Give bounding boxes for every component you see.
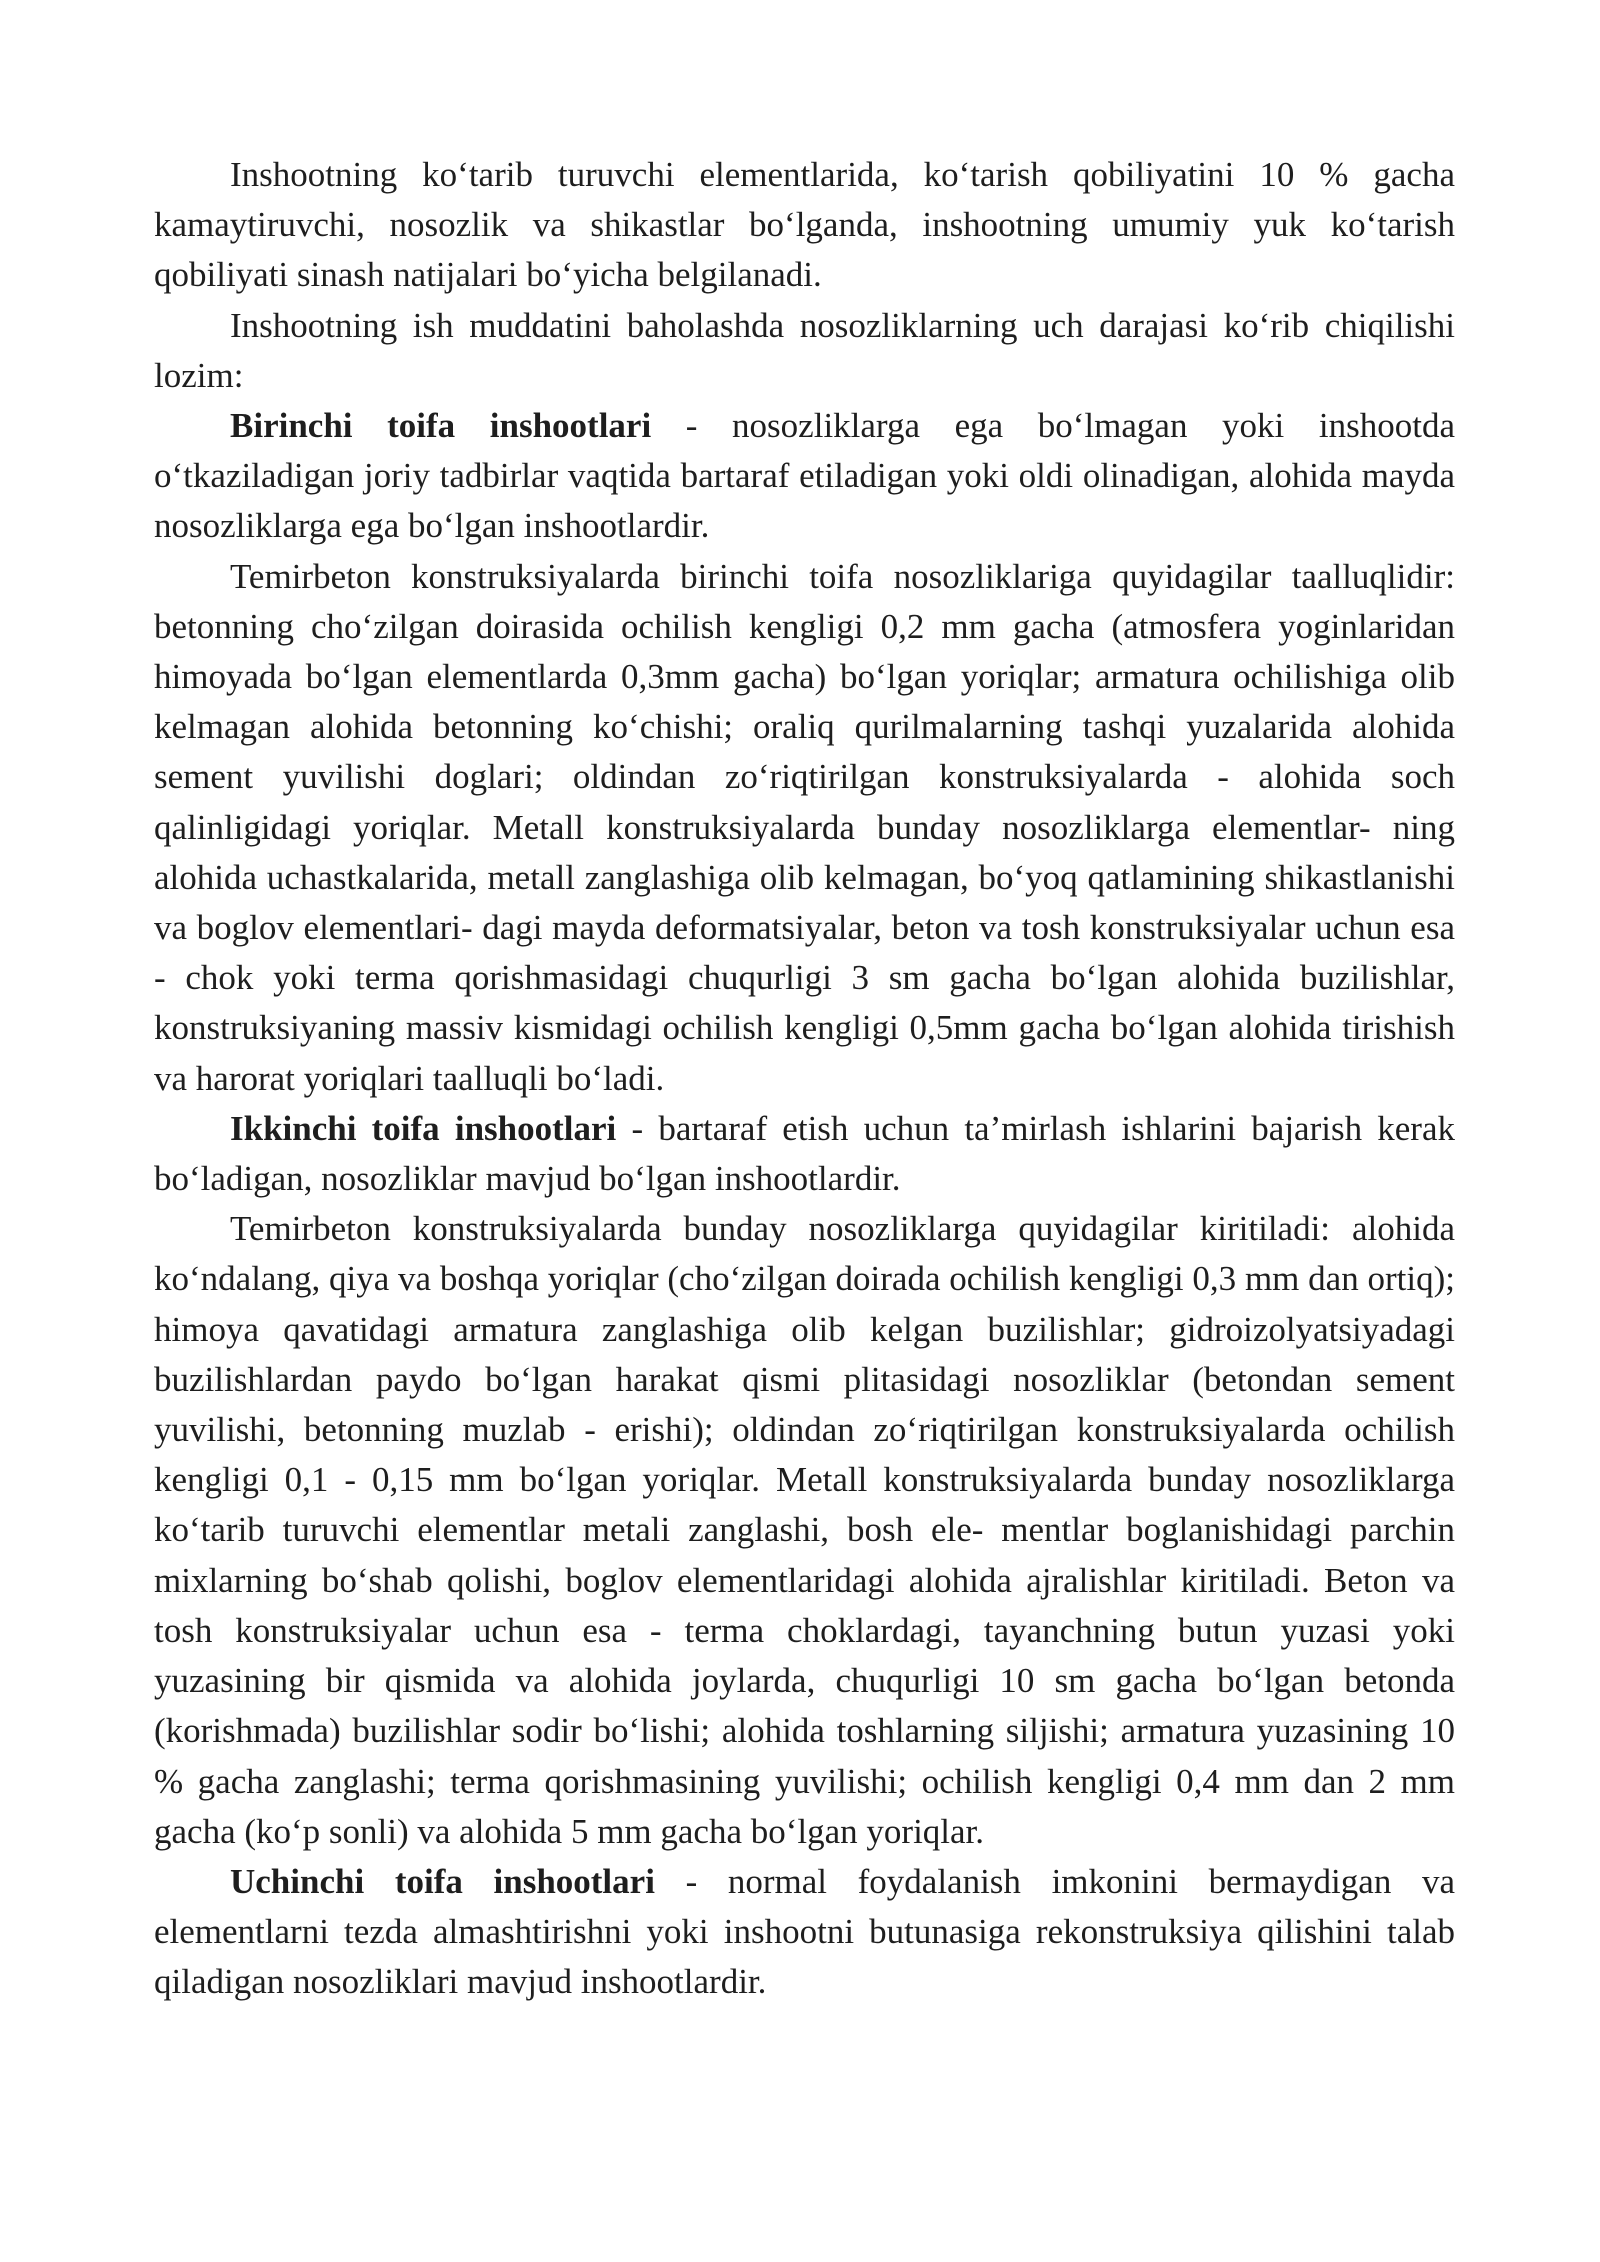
second-category-term: Ikkinchi toifa inshootlari: [230, 1108, 617, 1148]
paragraph-damage-levels: [154, 301, 1455, 401]
third-category-term: Uchinchi toifa inshootlari: [230, 1861, 655, 1901]
paragraph-text: Inshootning ish muddatini baholashda nosozliklarning uch darajasi ko‘rib chiqilishi lozim:: [154, 305, 1455, 395]
paragraph-text: - nosozliklarga ega bo‘lmagan yoki inshootda o‘tkaziladigan joriy tadbirlar vaqtida bartaraf etiladigan yoki oldi olinadigan, alohida mayda nosozliklarga ega bo‘lgan inshootlardir.: [154, 406, 1455, 546]
paragraph-second-category: [154, 1104, 1455, 1204]
document-page: [154, 150, 1455, 2008]
paragraph-first-category-details: [154, 552, 1455, 1104]
paragraph-text: - normal foydalanish imkonini bermaydigan va elementlarni tezda almashtirishni yoki inshootni butunasiga rekonstruksiya qilishini talab qiladigan nosozliklari mavjud inshootlardir.: [154, 1861, 1455, 2002]
paragraph-third-category: [154, 1857, 1455, 2008]
paragraph-load-capacity: [154, 150, 1455, 301]
paragraph-first-category: [154, 401, 1455, 552]
paragraph-second-category-details: [154, 1204, 1455, 1857]
paragraph-text: - bartaraf etish uchun ta’mirlash ishlarini bajarish kerak bo‘ladigan, nosozliklar mavjud bo‘lgan inshootlardir.: [154, 1108, 1455, 1199]
paragraph-text: Temirbeton konstruksiyalarda birinchi toifa nosozliklariga quyidagilar taalluqlidir: betonning cho‘zilgan doirasida ochilish kengligi 0,2 mm gacha (atmosfera yoginlaridan himoyada bo‘lgan elementlarda 0,3mm gacha) bo‘lgan yoriqlar; armatura ochilishiga olib kelmagan alohida betonning ko‘chishi; oraliq qurilmalarning tashqi yuzalarida alohida sement yuvilishi doglari; oldindan zo‘riqtirilgan konstruksiyalarda - alohida soch qalinligidagi yoriqlar. Metall konstruksiyalarda bunday nosozliklarga elementlar- ning alohida uchastkalarida, metall zanglashiga olib kelmagan, bo‘yoq qatlamining shikastlanishi va boglov elementlari- dagi mayda deformatsiyalar, beton va tosh konstruksiyalar uchun esa - chok yoki terma qorishmasidagi chuqurligi 3 sm gacha bo‘lgan alohida buzilishlar, konstruksiyaning massiv kismidagi ochilish kengligi 0,5mm gacha bo‘lgan alohida tirishish va harorat yoriqlari taalluqli bo‘ladi.: [154, 556, 1455, 1098]
first-category-term: Birinchi toifa inshootlari: [230, 406, 652, 446]
paragraph-text: Temirbeton konstruksiyalarda bunday nosozliklarga quyidagilar kiritiladi: alohida ko‘ndalang, qiya va boshqa yoriqlar (cho‘zilgan doirada ochilish kengligi 0,3 mm dan ortiq); himoya qavatidagi armatura zanglashiga olib kelgan buzilishlar; gidroizolyatsiyadagi buzilishlardan paydo bo‘lgan harakat qismi plitasidagi nosozliklar (betondan sement yuvilishi, betonning muzlab - erishi); oldindan zo‘riqtirilgan konstruksiyalarda ochilish kengligi 0,1 - 0,15 mm bo‘lgan yoriqlar. Metall konstruksiyalarda bunday nosozliklarga ko‘tarib turuvchi elementlar metali zanglashi, bosh ele- mentlar boglanishidagi parchin mixlarning bo‘shab qolishi, boglov elementlaridagi alohida ajralishlar kiritiladi. Beton va tosh konstruksiyalar uchun esa - terma choklardagi, tayanchning butun yuzasi yoki yuzasining bir qismida va alohida joylarda, chuqurligi 10 sm gacha bo‘lgan betonda (korishmada) buzilishlar sodir bo‘lishi; alohida toshlarning siljishi; armatura yuzasining 10 % gacha zanglashi; terma qorishmasining yuvilishi; ochilish kengligi 0,4 mm dan 2 mm gacha (ko‘p sonli) va alohida 5 mm gacha bo‘lgan yoriqlar.: [154, 1209, 1455, 1851]
paragraph-text: Inshootning ko‘tarib turuvchi elementlarida, ko‘tarish qobiliyatini 10 % gacha kamaytiruvchi, nosozlik va shikastlar bo‘lganda, inshootning umumiy yuk ko‘tarish qobiliyati sinash natijalari bo‘yicha belgilanadi.: [154, 155, 1455, 295]
